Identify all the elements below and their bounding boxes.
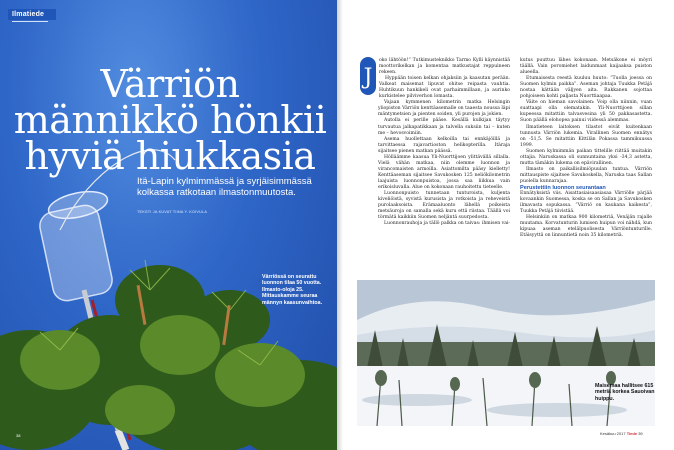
photo-caption-right: Maisemaa hallitsee 615 metriä korkea Sauoivan huippu.	[595, 383, 655, 402]
paragraph: Ilmatieteen laitoksen tilastot eivät kuitenkaan tunnusta Värriön lukemia. Virallinen Suomen ennätys on -51,5. Se mitattiin Kittilän Pokassa tammikuussa 1999.	[520, 124, 652, 148]
dropcap-letter: J	[363, 65, 373, 90]
dropcap	[360, 57, 376, 95]
headline-line-2: männikkö hönkii	[13, 98, 327, 142]
headline-line-1: Värriön	[100, 62, 240, 106]
paragraph: Väite on hieman savolainen: Voip olla niinnin, vuan suattaapi olla olematakin. Yli-Nuorttijoen sillan kupeessa mitattiin talvasvesina yli 50 pakkasastetta. Suon päällä elohopea painui viidessä alemmas.	[520, 100, 652, 124]
paragraph: Luonnonpuisto tunnetaan tunturoista, kuljenta kiveliöistä, syvistä kurusista ja rotkoista ja reheveistä purolaaksoista. Erämaaluonto lähellä poikeista metsäuroja on samalla sekä kuru että riistaa. Täällä voi törmätä kaikkiin Suomen neljäntä suurpedosta.	[378, 191, 510, 221]
winter-landscape-photo	[357, 280, 655, 426]
section-tag: Ilmatiede	[8, 9, 56, 20]
paragraph: Ilmasto on paikallisilmiöpuulan tuntua. Värriön mittauspiste sijaitsee Savukoskella, Naruska taas Sallan puolella kunnarajaa.	[520, 166, 652, 184]
issue-date: Kesäkuu 2017	[600, 431, 626, 436]
magazine-brand: Tiede	[626, 431, 638, 436]
column-subheading: Perustettiin luonnon seurantaan	[520, 184, 606, 191]
paragraph: Ennätyksistä viis. Aisattasiaisaasiasaa Värriölle pärjää kovaankin Suomessa, koska se on Sallan ja Savukosken ilmavasta sopukassa. ”Värriö on kaukana kaikesta”, Tuukka Petäjä tiivistää.	[520, 191, 652, 215]
page-number-left: 38	[16, 433, 21, 438]
article-headline	[10, 62, 330, 178]
paragraph: Autolla ei perille pääse. Kesällä kulkijan täytyy turvautua jalkapatikkaan ja talvella suksiin tai – kuten me – hevosvoimiin.	[378, 118, 510, 136]
byline: TEKSTI JA KUVAT TIINA Y. KOIVULA	[137, 210, 208, 214]
page-number-right: 39	[638, 431, 643, 436]
paragraph: Hölläämme kaasua Yli-Nuorttijoen ylittävällä sillalla. Vielä vähän matkaa, niin olemme luonnon ja virancomaisten armoilla. Asiattomilta pääsy kielletty! Kenttäaseman sijaitsee Savukosken 125 neliökilometrin laajuista luonnonpuistoa, jossa saa liikkua vain erikoisluvalla. Alue on kokonaan rauhoitettu tieteelle.	[378, 154, 510, 190]
page-footer-right	[600, 431, 643, 436]
paragraph: kutus puuttuu lähes kokonaan. Metsäkone ei möyri täällä. Vain poromiehet laidunmaat kaijaaksa puiston alueella.	[520, 58, 652, 76]
paragraph: oko lähtöön!” Tutkimusteknikko Tarmo Kylli käynnistää moottorikelkan ja komentaa matkustajat reppuineen rekeen.	[379, 58, 510, 76]
paragraph: Luonnonrauhoja ja tällö palkka on taivas: ihmisen vai-	[384, 221, 510, 227]
paragraph: Suomen kylmimmän paikan tittelille riittää muitakin ottajia. Naruskassa oli sunnuntaina yksi -34,3 astetta, mutta tämäkin lukema on epävirallinen.	[520, 148, 652, 166]
headline-line-3: hyviä hiukkasia	[24, 134, 316, 178]
text-column-1	[363, 58, 510, 227]
paragraph: Hyppään toisen kelkan ohjaksiin ja kaasutan perään. Valkeat maisemat lipuvat ohitse reipasta vauhtia. Huhtikuun hankikeli ovat parhaimmillaan, ja aurinko kurkistelee pilviverhon lomasta.	[379, 76, 510, 100]
paragraph: Etumaisesta reestä kuuluu huuto: ”Tuolla joessa on Suomen kylmin paikka”. Aseman johtaja Tuukka Petäjä nostaa kättään väljyen aita. Rakkanen sojottaa pohjoiseen kohti paljasta Nuorttiaapaa.	[520, 76, 652, 100]
paragraph: Helsinkiin on matkaa 900 kilometriä, Venäjän rajalle muutama. Korvatunturin lumisen huipun voi nähdä, kun kipuaa aseman etelälpuolisesta Värriöntunturille. Etäisyyttä on linnuntietä noin 35 kilometriä.	[520, 215, 652, 239]
paragraph: Asema huollettaan kelkoilla tai ennkäjöillä ja tarvittaessa rajavartioston helikopterilla. Itärajа sijaitsee pienen matkan päässä.	[378, 136, 510, 154]
page-gutter	[337, 0, 343, 450]
photo-caption-left: Värriössä on seurattu luonnon tilaa 50 vuotta. Ilmasto-olojа 25. Mittauskamme seuraa männyn kaasunvaihtoa.	[262, 274, 323, 306]
paragraph: Vajaan kymmenen kilometrin matka Helsingin yliopiston Värriön kenttäasemalle on taaesta noussa läpi mäntymetsien ja pienten soiden, yli purojen ja jokien.	[378, 100, 510, 118]
text-column-2	[520, 58, 652, 239]
article-lead: Itä-Lapin kylmimmässä ja syrjäisimmässä kolkassa ratkotaan ilmastonmuutosta.	[137, 176, 312, 198]
